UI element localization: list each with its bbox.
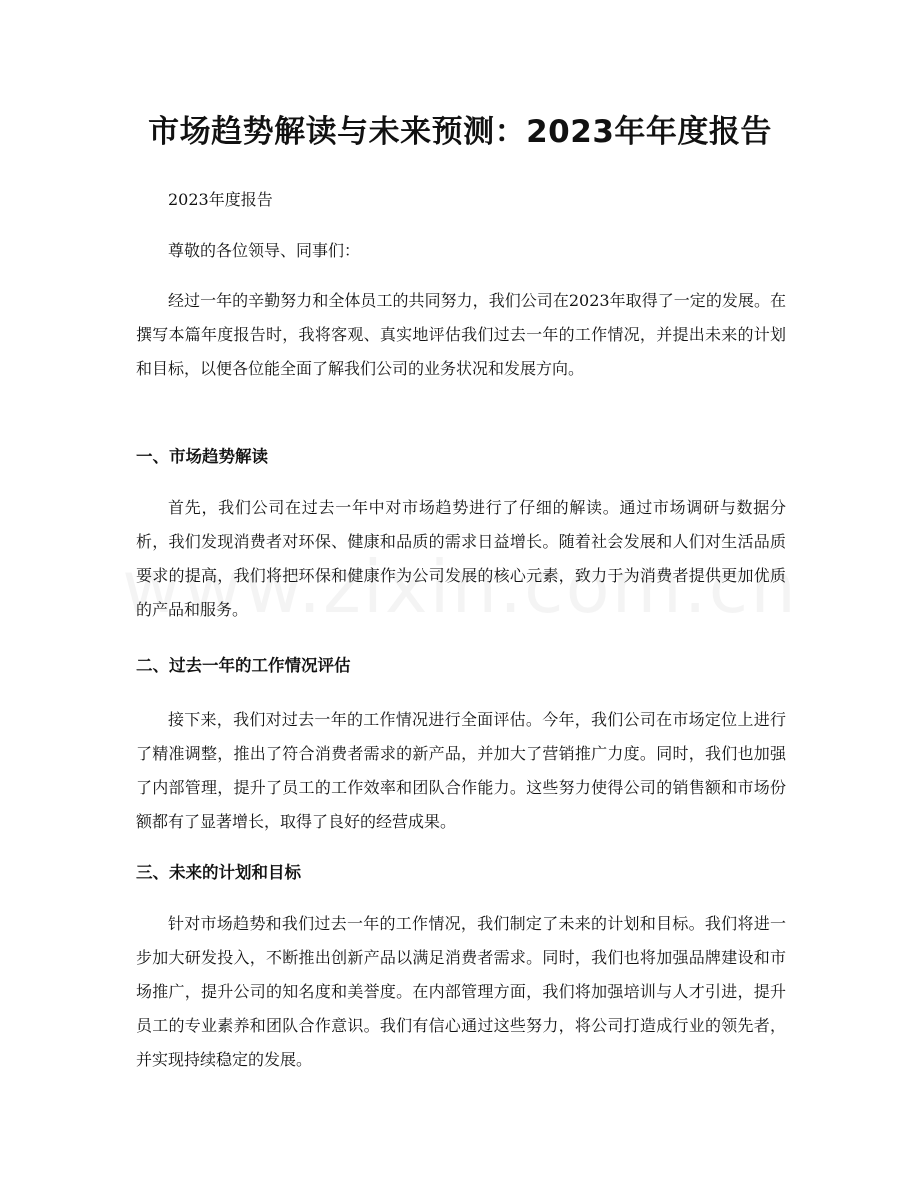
section-heading-future-plans: 三、未来的计划和目标 xyxy=(136,863,301,882)
section-heading-work-review: 二、过去一年的工作情况评估 xyxy=(136,656,351,675)
section-heading-market-trends: 一、市场趋势解读 xyxy=(136,447,268,466)
document-subtitle: 2023年度报告 xyxy=(168,190,273,209)
section-body-work-review: 接下来，我们对过去一年的工作情况进行全面评估。今年，我们公司在市场定位上进行了精准调整，推出了符合消费者需求的新产品，并加大了营销推广力度。同时，我们也加强了内部管理，提升了员工的工作效率和团队合作能力。这些努力使得公司的销售额和市场份额都有了显著增长，取得了良好的经营成果。 xyxy=(136,710,786,831)
document-title: 市场趋势解读与未来预测：2023年年度报告 xyxy=(148,114,772,150)
section-body-future-plans: 针对市场趋势和我们过去一年的工作情况，我们制定了未来的计划和目标。我们将进一步加大研发投入，不断推出创新产品以满足消费者需求。同时，我们也将加强品牌建设和市场推广，提升公司的知名度和美誉度。在内部管理方面，我们将加强培训与人才引进，提升员工的专业素养和团队合作意识。我们有信心通过这些努力，将公司打造成行业的领先者，并实现持续稳定的发展。 xyxy=(136,914,786,1069)
greeting: 尊敬的各位领导、同事们： xyxy=(168,241,361,260)
section-body-market-trends: 首先，我们公司在过去一年中对市场趋势进行了仔细的解读。通过市场调研与数据分析，我们发现消费者对环保、健康和品质的需求日益增长。随着社会发展和人们对生活品质要求的提高，我们将把环保和健康作为公司发展的核心元素，致力于为消费者提供更加优质的产品和服务。 xyxy=(136,498,786,619)
intro-paragraph: 经过一年的辛勤努力和全体员工的共同努力，我们公司在2023年取得了一定的发展。在撰写本篇年度报告时，我将客观、真实地评估我们过去一年的工作情况，并提出未来的计划和目标，以便各位能全面了解我们公司的业务状况和发展方向。 xyxy=(136,291,786,378)
